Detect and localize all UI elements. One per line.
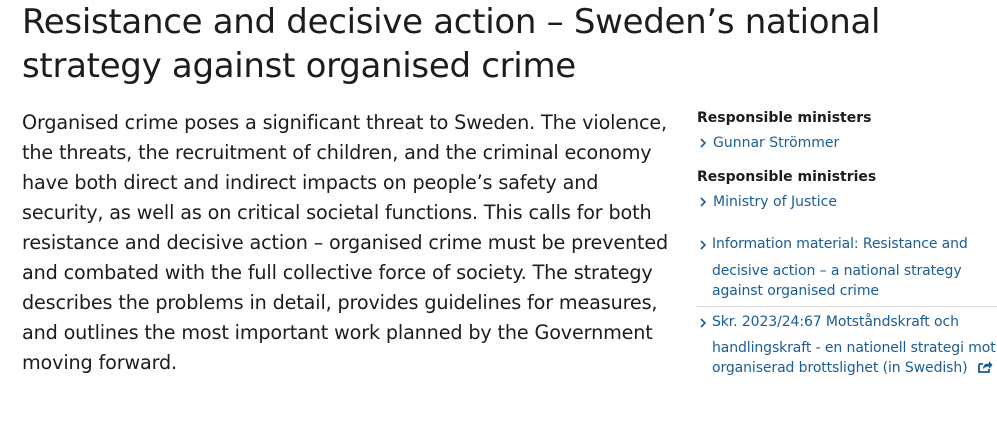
lead-paragraph: Organised crime poses a significant threat to Sweden. The violence, the threats, the recruitment of children, and the criminal economy have both direct and indirect impacts on people’s safety and security, as well as on critical societal functions. This calls for both resistance and decisive action – organised crime must be prevented and combated with the full collective force of society. The strategy describes the problems in detail, provides guidelines for measures, and outlines the most important work planned by the Government moving forward. bbox=[22, 111, 669, 374]
minister-link-label: Gunnar Strömmer bbox=[713, 135, 840, 151]
external-link-icon bbox=[977, 360, 993, 374]
information-material-link[interactable] bbox=[697, 234, 997, 307]
information-material-link-line-3: against organised crime bbox=[712, 283, 879, 299]
responsible-ministers-heading: Responsible ministers bbox=[697, 110, 872, 126]
swedish-document-link-line-3-wrap bbox=[712, 358, 997, 378]
chevron-right-icon bbox=[698, 318, 708, 328]
swedish-document-link[interactable] bbox=[697, 312, 997, 378]
swedish-document-link-line-3: organiserad brottslighet (in Swedish) bbox=[712, 360, 968, 376]
information-material-link-line-2: decisive action – a national strategy bbox=[712, 263, 962, 279]
chevron-right-icon bbox=[698, 197, 708, 207]
swedish-document-link-line-2: handlingskraft - en nationell strategi mot bbox=[712, 340, 996, 356]
page-title-line-2: strategy against organised crime bbox=[22, 46, 576, 86]
responsible-ministries-heading: Responsible ministries bbox=[697, 169, 877, 185]
ministry-link-label: Ministry of Justice bbox=[713, 194, 837, 210]
swedish-document-link-line-1: Skr. 2023/24:67 Motståndskraft och bbox=[712, 314, 959, 330]
chevron-right-icon bbox=[698, 138, 708, 148]
chevron-right-icon bbox=[698, 240, 708, 250]
sidebar bbox=[697, 108, 997, 378]
minister-link[interactable] bbox=[697, 133, 997, 153]
ministry-link[interactable] bbox=[697, 192, 997, 212]
page-title-line-1: Resistance and decisive action – Sweden’s national bbox=[22, 2, 881, 42]
page-title bbox=[22, 0, 982, 88]
information-material-link-line-1: Information material: Resistance and bbox=[712, 236, 968, 252]
